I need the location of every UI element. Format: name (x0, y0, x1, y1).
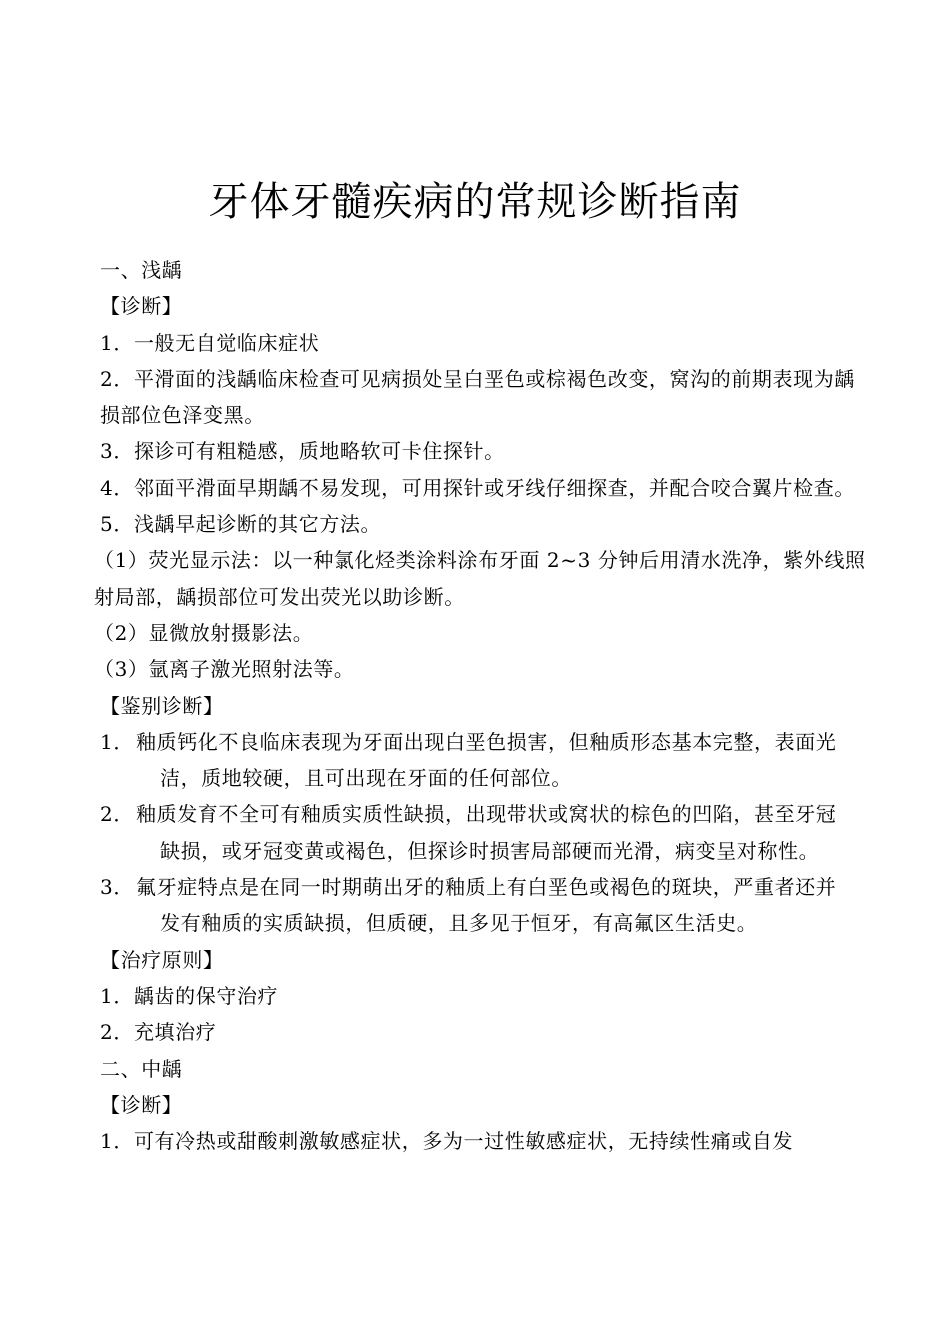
subsection-label: 【诊断】 (100, 294, 183, 319)
item-number: 2． (100, 366, 134, 391)
item-number: 1． (100, 330, 134, 355)
item-text: 平滑面的浅龋临床检查可见病损处呈白垩色或棕褐色改变，窝沟的前期表现为龋损部位色泽变黑。 (100, 366, 855, 428)
item-text: 可有冷热或甜酸刺激敏感症状，多为一过性敏感症状，无持续性痛或自发 (133, 1129, 794, 1154)
item-number: 2． (100, 802, 134, 827)
section-heading: 二、中龋 (100, 1056, 183, 1081)
numbered-item (100, 361, 875, 434)
item-number: 1． (100, 983, 134, 1008)
numbered-item (100, 869, 875, 942)
sub-item: （1）荧光显示法：以一种氯化烃类涂料涂布牙面 2~3 分钟后用清水洗净，紫外线照射局部，龋损部位可发出荧光以助诊断。 (94, 548, 866, 609)
item-number: 3． (100, 875, 134, 900)
sub-item: （3）氩离子激光照射法等。 (94, 657, 355, 682)
item-text: 充填治疗 (133, 1020, 217, 1045)
subsection-label: 【鉴别诊断】 (100, 693, 224, 718)
numbered-item (100, 1014, 875, 1050)
item-text: 一般无自觉临床症状 (133, 330, 320, 355)
numbered-item (100, 470, 875, 506)
item-number: 2． (100, 1020, 134, 1045)
item-number: 1． (100, 729, 134, 754)
section-heading: 一、浅龋 (100, 258, 183, 282)
document-body (94, 252, 875, 1159)
numbered-item (100, 978, 875, 1014)
subsection-label: 【诊断】 (100, 1092, 183, 1117)
item-text: 釉质钙化不良临床表现为牙面出现白垩色损害，但釉质形态基本完整，表面光洁，质地较硬，且可出现在牙面的任何部位。 (136, 729, 837, 791)
numbered-item (100, 724, 875, 797)
subsection-label: 【治疗原则】 (100, 947, 224, 972)
item-text: 龋齿的保守治疗 (133, 983, 279, 1008)
item-number: 5． (100, 512, 134, 537)
item-text: 浅龋早起诊断的其它方法。 (133, 512, 382, 537)
item-text: 氟牙症特点是在同一时期萌出牙的釉质上有白垩色或褐色的斑块，严重者还并发有釉质的实质缺损，但质硬，且多见于恒牙，有高氟区生活史。 (136, 875, 837, 936)
item-text: 探诊可有粗糙感，质地略软可卡住探针。 (133, 439, 505, 464)
item-number: 4． (100, 475, 134, 500)
document-title: 牙体牙髓疾病的常规诊断指南 (208, 179, 742, 225)
numbered-item (100, 1123, 875, 1159)
numbered-item (100, 325, 875, 361)
item-number: 3． (100, 439, 134, 464)
item-text: 邻面平滑面早期龋不易发现，可用探针或牙线仔细探查，并配合咬合翼片检查。 (133, 475, 855, 500)
numbered-item (100, 506, 875, 542)
numbered-item (100, 433, 875, 469)
item-text: 釉质发育不全可有釉质实质性缺损，出现带状或窝状的棕色的凹陷，甚至牙冠缺损，或牙冠变黄或褐色，但探诊时损害局部硬而光滑，病变呈对称性。 (136, 802, 837, 863)
sub-item: （2）显微放射摄影法。 (94, 620, 314, 645)
item-number: 1． (100, 1129, 134, 1154)
numbered-item (100, 796, 875, 869)
